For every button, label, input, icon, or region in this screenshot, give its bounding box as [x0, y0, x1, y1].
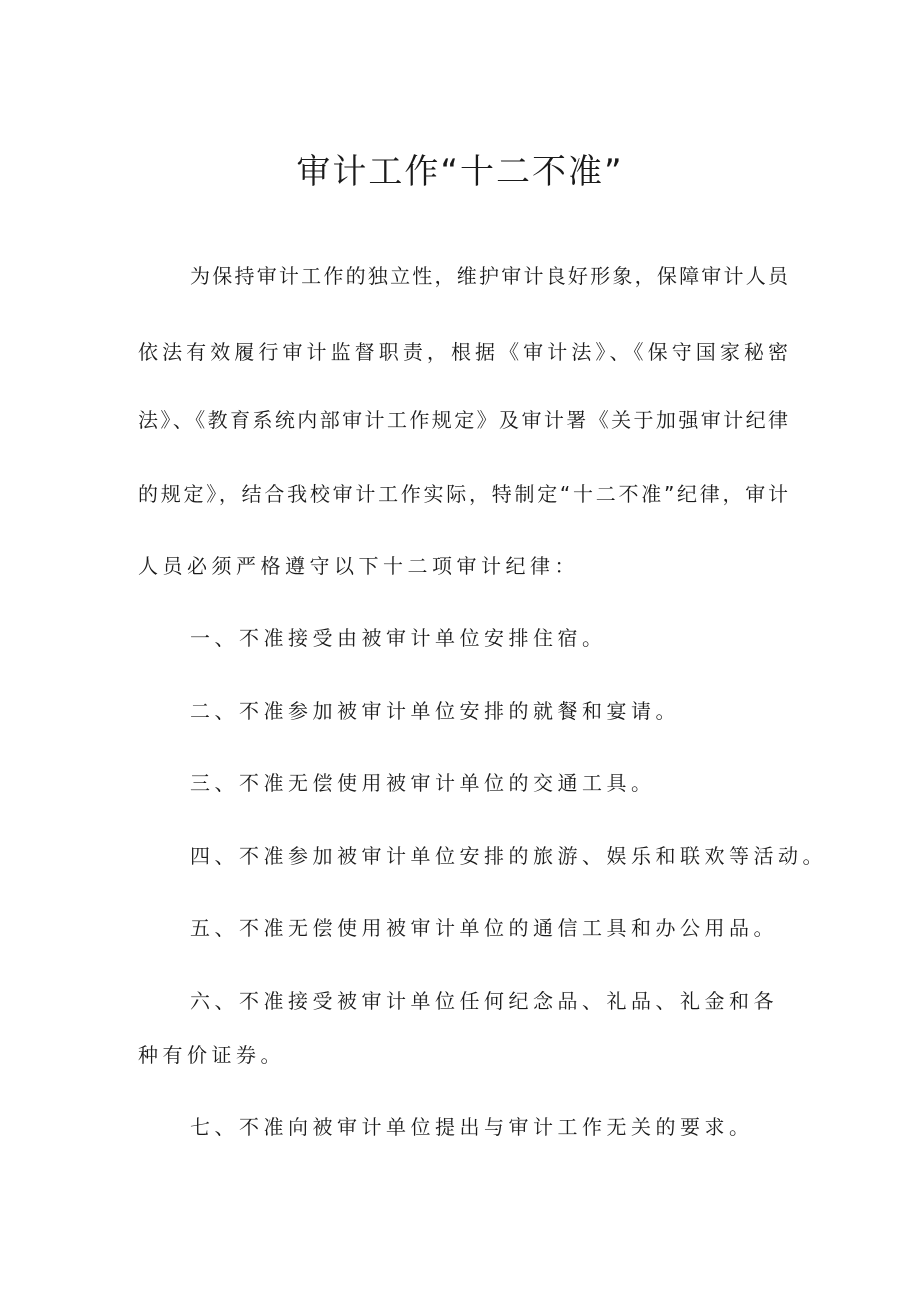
rule-item-7: 七、不准向被审计单位提出与审计工作无关的要求。: [190, 1115, 754, 1139]
intro-line-2: 依法有效履行审计监督职责，根据《审计法》、《保守国家秘密: [138, 340, 788, 364]
intro-line-3: 法》、《教育系统内部审计工作规定》及审计署《关于加强审计纪律: [138, 408, 788, 432]
rule-item-2: 二、不准参加被审计单位安排的就餐和宴请。: [190, 699, 680, 723]
rule-item-4: 四、不准参加被审计单位安排的旅游、娱乐和联欢等活动。: [190, 844, 827, 868]
intro-line-4: 的规定》，结合我校审计工作实际，特制定“十二不准”纪律，审计: [138, 482, 788, 506]
rule-item-6-continuation: 种有价证券。: [138, 1043, 285, 1067]
intro-line-1: 为保持审计工作的独立性，维护审计良好形象，保障审计人员: [190, 264, 788, 288]
intro-line-5: 人员必须严格遵守以下十二项审计纪律：: [138, 554, 579, 578]
rule-item-1: 一、不准接受由被审计单位安排住宿。: [190, 626, 607, 650]
rule-item-3: 三、不准无偿使用被审计单位的交通工具。: [190, 771, 656, 795]
rule-item-6: 六、不准接受被审计单位任何纪念品、礼品、礼金和各: [190, 989, 778, 1013]
document-title: 审计工作“十二不准”: [296, 152, 624, 192]
rule-item-5: 五、不准无偿使用被审计单位的通信工具和办公用品。: [190, 916, 778, 940]
